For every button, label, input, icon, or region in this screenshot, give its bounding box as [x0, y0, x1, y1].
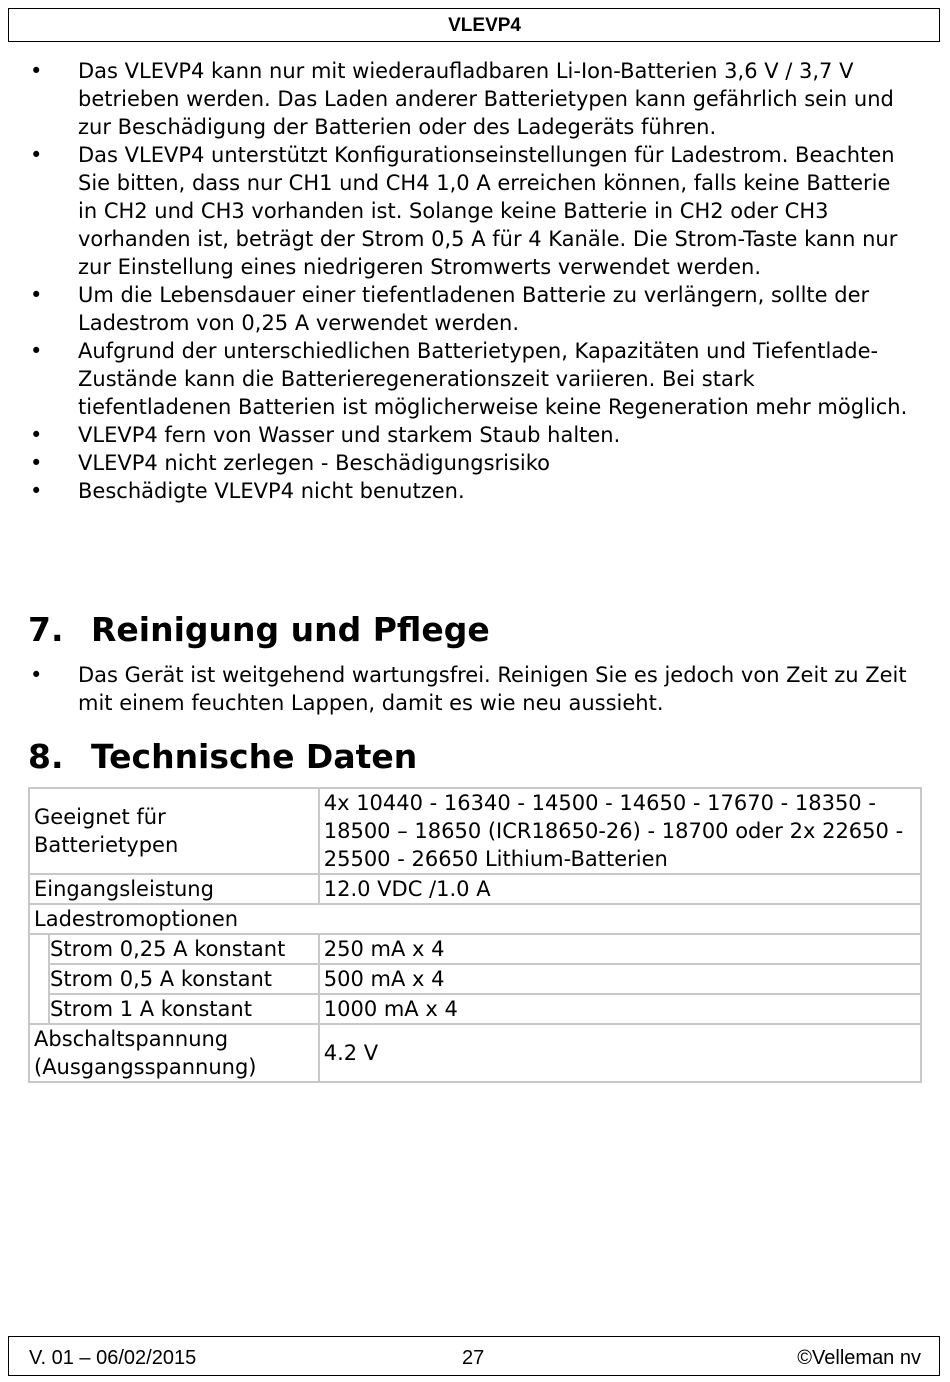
list-item — [28, 281, 908, 337]
list-item — [28, 421, 908, 449]
table-cell-label: Geeignet für Batterietypen — [29, 788, 319, 874]
bullet-icon: • — [30, 59, 43, 83]
bullet-icon: • — [30, 451, 43, 475]
table-indent — [29, 994, 49, 1024]
table-cell-label: Abschaltspannung (Ausgangsspannung) — [29, 1024, 319, 1082]
table-cell-value: 500 mA x 4 — [319, 964, 921, 994]
page-number: 27 — [462, 1347, 485, 1369]
section-number: 7. — [28, 610, 64, 649]
table-row — [29, 934, 921, 964]
table-cell-label: Strom 1 A konstant — [49, 994, 319, 1024]
table-cell-value: 1000 mA x 4 — [319, 994, 921, 1024]
table-row — [29, 964, 921, 994]
table-cell-label: Eingangsleistung — [29, 874, 319, 904]
table-indent — [29, 934, 49, 964]
table-cell-label: Strom 0,5 A konstant — [49, 964, 319, 994]
bullet-icon: • — [30, 143, 43, 167]
bullet-icon: • — [30, 663, 43, 687]
section-number: 8. — [28, 737, 64, 776]
list-item-text: Das VLEVP4 kann nur mit wiederaufladbaren Li-Ion-Batterien 3,6 V / 3,7 V betrieben werden. Das Laden anderer Batterietypen kann gefährlich sein und zur Beschädigung der Batterien oder des Ladegeräts führen. — [78, 59, 894, 139]
specs-table — [28, 787, 922, 1083]
section-8-heading — [28, 737, 417, 776]
list-item — [28, 337, 908, 421]
list-item-text: Um die Lebensdauer einer tiefentladenen Batterie zu verlängern, sollte der Ladestrom von 0,25 A verwendet werden. — [78, 283, 870, 335]
list-item-text: Das VLEVP4 unterstützt Konfigurationseinstellungen für Ladestrom. Beachten Sie bitten, dass nur CH1 und CH4 1,0 A erreichen können, falls keine Batterie in CH2 und CH3 vorhanden ist. Solange keine Batterie in CH2 oder CH3 vorhanden ist, beträgt der Strom 0,5 A für 4 Kanäle. Die Strom-Taste kann nur zur Einstellung eines niedrigeren Stromwerts verwendet werden. — [78, 143, 898, 279]
bullet-icon: • — [30, 423, 43, 447]
table-row — [29, 874, 921, 904]
bullet-icon: • — [30, 479, 43, 503]
table-cell-value: 4x 10440 - 16340 - 14500 - 14650 - 17670 - 18350 - 18500 – 18650 (ICR18650-26) - 18700 oder 2x 22650 - 25500 - 26650 Lithium-Batterien — [319, 788, 921, 874]
page-footer — [8, 1336, 940, 1376]
table-cell-label: Ladestromoptionen — [29, 904, 921, 934]
table-cell-value: 12.0 VDC /1.0 A — [319, 874, 921, 904]
list-item — [28, 141, 908, 281]
table-indent — [29, 964, 49, 994]
list-item — [28, 661, 928, 717]
list-item-text: Aufgrund der unterschiedlichen Batterietypen, Kapazitäten und Tiefentlade-Zustände kann die Batterieregenerationszeit variieren. Bei stark tiefentladenen Batterien ist möglicherweise keine Regeneration mehr möglich. — [78, 339, 908, 419]
page-header — [8, 8, 940, 42]
list-item-text: Beschädigte VLEVP4 nicht benutzen. — [78, 479, 465, 503]
table-row — [29, 904, 921, 934]
footer-copyright: ©Velleman nv — [797, 1347, 921, 1369]
list-item — [28, 477, 908, 505]
table-row — [29, 994, 921, 1024]
table-row — [29, 788, 921, 874]
table-cell-label: Strom 0,25 A konstant — [49, 934, 319, 964]
list-item-text: VLEVP4 fern von Wasser und starkem Staub halten. — [78, 423, 621, 447]
section-7-heading — [28, 610, 490, 649]
table-cell-value: 250 mA x 4 — [319, 934, 921, 964]
table-cell-value: 4.2 V — [319, 1024, 921, 1082]
list-item-text: VLEVP4 nicht zerlegen - Beschädigungsrisiko — [78, 451, 551, 475]
bullet-icon: • — [30, 339, 43, 363]
section-title: Technische Daten — [91, 737, 418, 776]
list-item — [28, 449, 908, 477]
bullet-icon: • — [30, 283, 43, 307]
footer-version: V. 01 – 06/02/2015 — [29, 1347, 197, 1369]
header-title: VLEVP4 — [448, 15, 521, 36]
section-title: Reinigung und Pflege — [91, 610, 490, 649]
maintenance-bullet-list — [28, 661, 928, 717]
list-item — [28, 57, 908, 141]
list-item-text: Das Gerät ist weitgehend wartungsfrei. Reinigen Sie es jedoch von Zeit zu Zeit mit einem feuchten Lappen, damit es wie neu aussieht. — [78, 663, 907, 715]
safety-bullet-list — [28, 57, 908, 505]
table-row — [29, 1024, 921, 1082]
